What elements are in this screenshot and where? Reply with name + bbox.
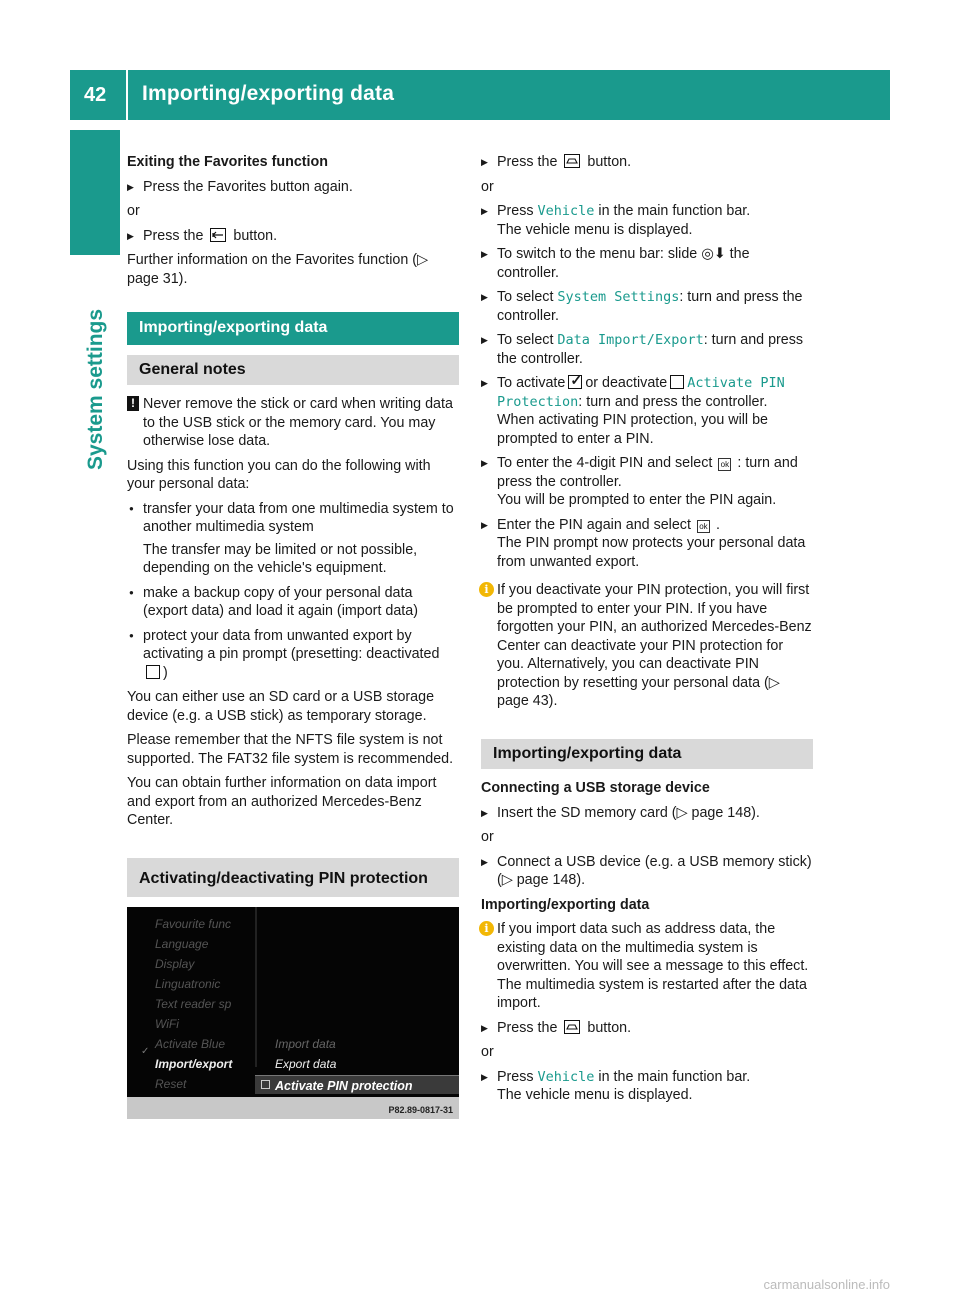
or-text: or — [481, 1044, 494, 1060]
menu-item: Reset — [155, 1076, 187, 1091]
pin-heading: Activating/deactivating PIN protection — [127, 858, 459, 897]
using-text: Using this function you can do the following with your personal data: — [127, 457, 431, 492]
submenu-item: Export data — [275, 1056, 337, 1071]
import-export-heading: Importing/exporting data — [481, 739, 813, 770]
right-column — [481, 153, 813, 1111]
left-column — [127, 153, 459, 1119]
warning-note: ! Never remove the stick or card when writing data to the USB stick or the memory card. You may otherwise lose data. — [127, 395, 459, 451]
checked-box-icon — [568, 375, 582, 389]
submenu-item: Import data — [275, 1036, 336, 1051]
or-text: or — [127, 203, 140, 219]
check-icon: ✓ — [141, 1045, 150, 1057]
unchecked-box-icon — [146, 665, 160, 679]
bullet-protect: ● protect your data from unwanted export by activating a pin prompt (presetting: deactivated) — [127, 627, 459, 683]
header-divider — [126, 70, 128, 120]
exit-step-1: ▶ Press the Favorites button again. — [127, 178, 459, 197]
step-connect-usb: ▶ Connect a USB device (e.g. a USB memory stick) (▷ page 148). — [481, 853, 813, 890]
menu-item: Text reader sp — [155, 996, 232, 1011]
ok-icon: ok — [718, 458, 731, 471]
sd-text: You can either use an SD card or a USB storage device (e.g. a USB stick) as temporary storage. — [127, 689, 435, 724]
bullet-transfer-note: The transfer may be limited or not possible, depending on the vehicle's equipment. — [143, 541, 418, 576]
general-notes-heading: General notes — [127, 355, 459, 386]
car-button-icon — [564, 154, 580, 168]
sidebar-tab — [70, 130, 120, 255]
bullet-transfer: ● transfer your data from one multimedia system to another multimedia system The transfer may be limited or not possible, depending on the vehicle's equipment. — [127, 500, 459, 578]
step-vehicle: ▶ Press Vehicle in the main function bar. The vehicle menu is displayed. — [481, 202, 813, 239]
connect-heading: Connecting a USB storage device — [481, 780, 710, 796]
watermark-footer: carmanualsonline.info — [763, 1277, 890, 1292]
nfts-text: Please remember that the NFTS file system is not supported. The FAT32 file system is recommended. — [127, 732, 454, 767]
bullet-backup: ● make a backup copy of your personal data (export data) and load it again (import data) — [127, 584, 459, 621]
screenshot-figure — [127, 907, 459, 1119]
step-enter-pin: ▶ To enter the 4-digit PIN and select ok : turn and press the controller. You will be prompted to enter the PIN again. — [481, 454, 813, 510]
exit-heading: Exiting the Favorites function — [127, 154, 328, 170]
figure-code: P82.89-0817-31 — [388, 1104, 453, 1115]
warning-icon: ! — [127, 396, 139, 411]
sidebar-label: System settings — [84, 308, 107, 470]
menu-item: Linguatronic — [155, 976, 221, 991]
step-press-button: ▶ Press the button. — [481, 153, 813, 172]
checkbox-icon — [261, 1080, 270, 1089]
menu-item: Display — [155, 956, 195, 971]
info-note-import: i If you import data such as address data, the existing data on the multimedia system is overwritten. You will see a message to this effect. The multimedia system is restarted after the data import. — [481, 920, 813, 1013]
unchecked-box-icon — [670, 375, 684, 389]
menu-item: Language — [155, 936, 209, 951]
back-button-icon — [210, 228, 226, 242]
or-text: or — [481, 178, 494, 195]
car-button-icon — [564, 1020, 580, 1034]
section-title: Importing/exporting data — [127, 312, 459, 345]
menu-item: Activate Blue — [155, 1036, 226, 1051]
step-system-settings: ▶ To select System Settings: turn and press the controller. — [481, 288, 813, 325]
step-press-button-2: ▶ Press the button. — [481, 1019, 813, 1038]
menu-divider — [255, 907, 257, 1067]
step-activate-pin: ▶ To activate✓ or deactivate Activate PIN Protection: turn and press the controller. When activating PIN protection, you will be prompted to enter a PIN. — [481, 374, 813, 448]
step-switch-menu: ▶ To switch to the menu bar: slide ◎⬇ the controller. — [481, 245, 813, 282]
menu-item-selected: Import/export — [155, 1056, 233, 1071]
step-vehicle-2: ▶ Press Vehicle in the main function bar. The vehicle menu is displayed. — [481, 1068, 813, 1105]
further-info: Further information on the Favorites function (▷ page 31). — [127, 252, 429, 287]
info-note-pin: i If you deactivate your PIN protection, you will first be prompted to enter your PIN. If you have forgotten your PIN, an authorized Mercedes-Benz Center can deactivate your PIN protection for you. Alternatively, you can deactivate PIN protection by resetting your personal data (▷ page 43). — [481, 581, 813, 711]
page-title: Importing/exporting data — [142, 82, 395, 105]
exit-step-2: ▶ Press the button. — [127, 227, 459, 246]
highlight-item: Activate PIN protection — [275, 1078, 413, 1093]
obtain-text: You can obtain further information on data import and export from an authorized Mercedes-Benz Center. — [127, 775, 437, 828]
step-data-import-export: ▶ To select Data Import/Export: turn and press the controller. — [481, 331, 813, 368]
import-export-subheading: Importing/exporting data — [481, 896, 650, 913]
menu-item: WiFi — [155, 1016, 179, 1031]
page-header — [70, 70, 890, 120]
step-enter-pin-again: ▶ Enter the PIN again and select ok . The PIN prompt now protects your personal data from unwanted export. — [481, 516, 813, 572]
info-icon: i — [479, 582, 494, 597]
menu-item: Favourite func — [155, 916, 232, 931]
info-icon: i — [479, 921, 494, 936]
step-insert-sd: ▶ Insert the SD memory card (▷ page 148). — [481, 804, 813, 823]
ok-icon: ok — [697, 520, 710, 533]
page-number: 42 — [84, 84, 107, 106]
or-text: or — [481, 829, 494, 845]
